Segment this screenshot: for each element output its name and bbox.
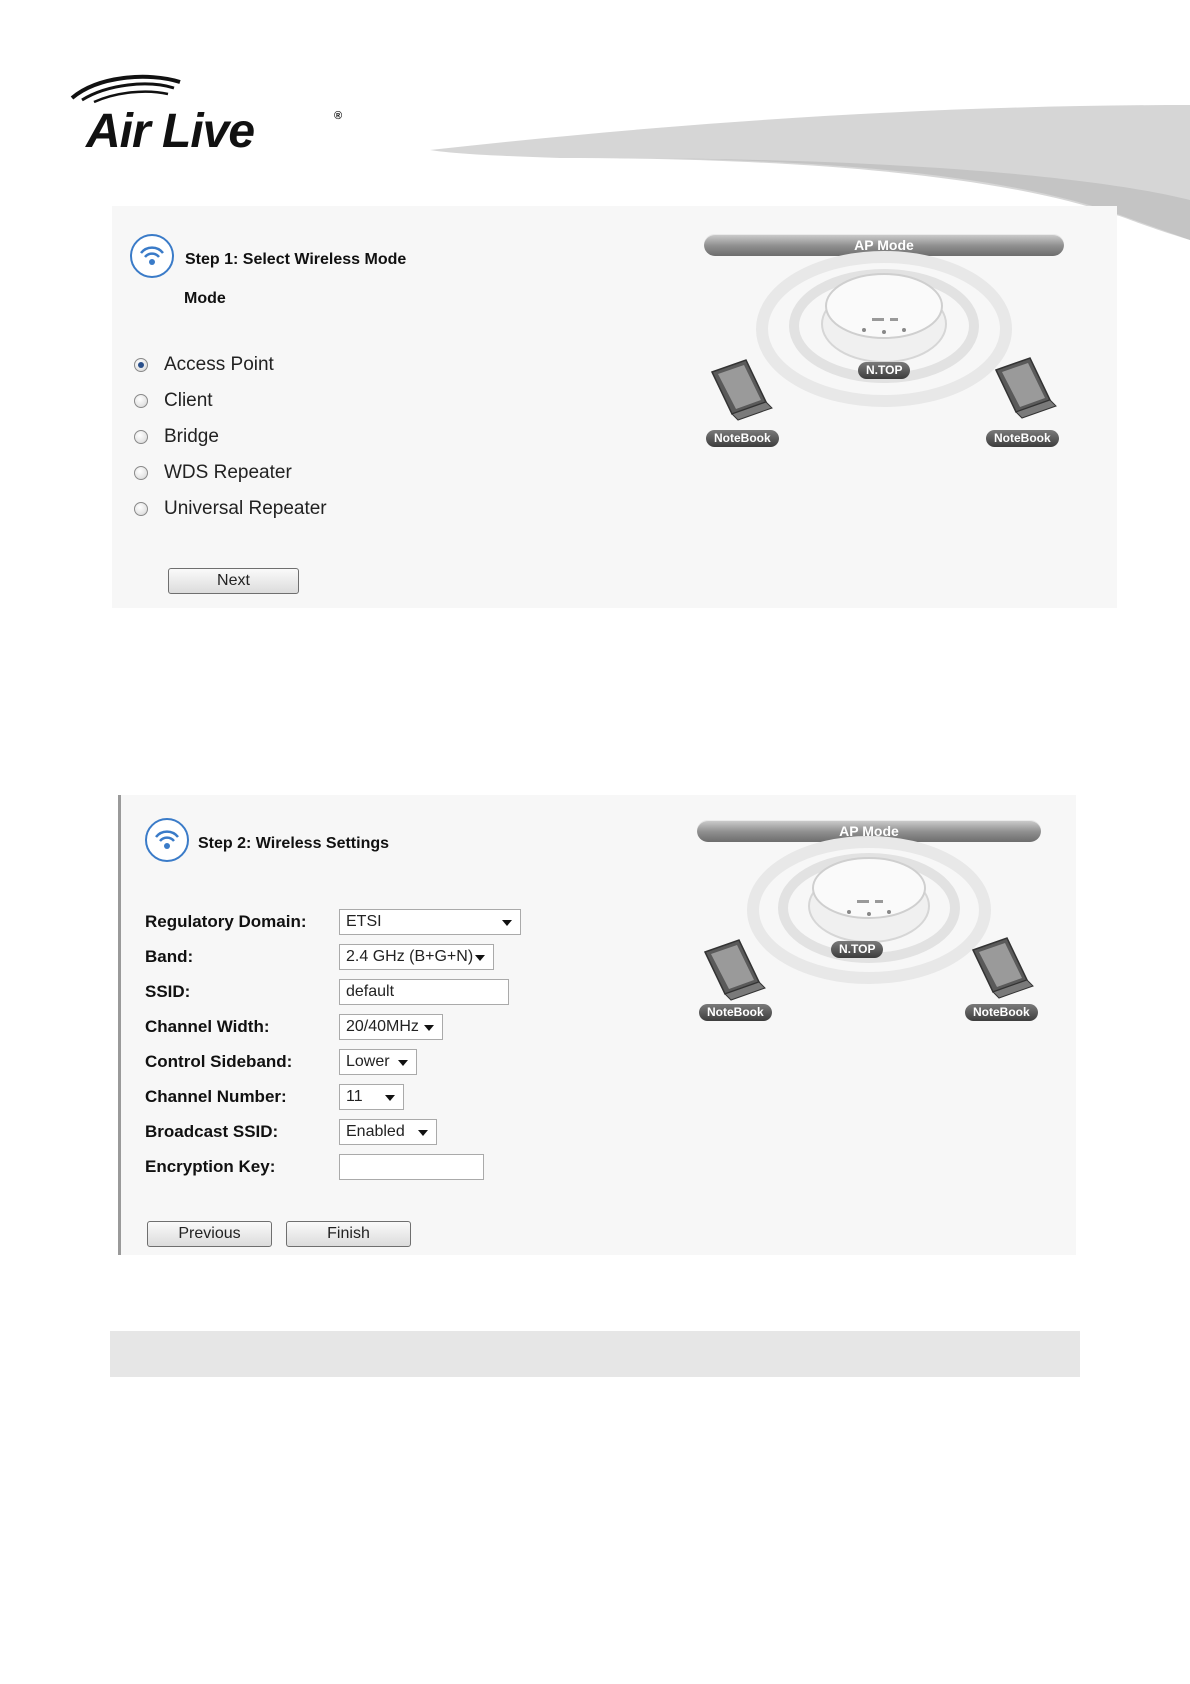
mode-label: Mode — [184, 290, 226, 307]
wireless-icon — [145, 818, 189, 862]
radio-button[interactable] — [134, 358, 148, 372]
channel-width-label: Channel Width: — [145, 1017, 270, 1036]
chevron-down-icon — [385, 1095, 395, 1101]
step1-panel — [112, 206, 1117, 608]
broadcast-ssid-label: Broadcast SSID: — [145, 1122, 279, 1141]
radio-universal-repeater[interactable] — [134, 497, 327, 521]
previous-button[interactable]: Previous — [147, 1221, 272, 1247]
notebook-icon — [967, 930, 1037, 1000]
radio-label: Access Point — [164, 354, 274, 375]
radio-label: Universal Repeater — [164, 498, 327, 519]
chevron-down-icon — [398, 1060, 408, 1066]
ntop-device-label: N.TOP — [831, 941, 883, 958]
broadcast-ssid-select[interactable] — [339, 1119, 437, 1145]
next-button[interactable]: Next — [168, 568, 299, 594]
radio-client[interactable] — [134, 389, 213, 413]
radio-label: WDS Repeater — [164, 462, 292, 483]
radio-button[interactable] — [134, 502, 148, 516]
step2-title: Step 2: Wireless Settings — [198, 835, 390, 852]
encryption-key-label: Encryption Key: — [145, 1157, 276, 1176]
channel-number-select[interactable] — [339, 1084, 404, 1110]
encryption-key-input[interactable] — [339, 1154, 484, 1180]
regulatory-domain-value: ETSI — [346, 913, 382, 930]
step1-title: Step 1: Select Wireless Mode — [185, 251, 407, 268]
band-value: 2.4 GHz (B+G+N) — [346, 948, 474, 965]
radio-access-point[interactable] — [134, 353, 274, 377]
chevron-down-icon — [424, 1025, 434, 1031]
ap-mode-diagram — [704, 234, 1066, 454]
chevron-down-icon — [475, 955, 485, 961]
section-divider-bar — [110, 1331, 1080, 1377]
band-select[interactable] — [339, 944, 494, 970]
ssid-label: SSID: — [145, 982, 191, 1001]
chevron-down-icon — [502, 920, 512, 926]
channel-number-value: 11 — [346, 1088, 363, 1105]
wireless-icon — [130, 234, 174, 278]
chevron-down-icon — [418, 1130, 428, 1136]
radio-button[interactable] — [134, 430, 148, 444]
radio-wds-repeater[interactable] — [134, 461, 292, 485]
notebook-right-label: NoteBook — [986, 430, 1059, 447]
channel-width-value: 20/40MHz — [346, 1018, 419, 1035]
radio-bridge[interactable] — [134, 425, 219, 449]
brand-name: Air Live — [86, 105, 255, 158]
channel-width-select[interactable] — [339, 1014, 443, 1040]
ap-mode-bar: AP Mode — [704, 234, 1064, 256]
radio-button[interactable] — [134, 466, 148, 480]
broadcast-ssid-value: Enabled — [346, 1123, 405, 1140]
band-label: Band: — [145, 947, 194, 966]
step2-panel — [118, 795, 1076, 1255]
radio-label: Bridge — [164, 426, 219, 447]
finish-button[interactable]: Finish — [286, 1221, 411, 1247]
ntop-device-label: N.TOP — [858, 362, 910, 379]
notebook-icon — [706, 352, 776, 422]
airlive-logo — [68, 70, 358, 160]
notebook-left-label: NoteBook — [706, 430, 779, 447]
notebook-icon — [699, 932, 769, 1002]
channel-number-label: Channel Number: — [145, 1087, 287, 1106]
notebook-right-label: NoteBook — [965, 1004, 1038, 1021]
ap-mode-bar: AP Mode — [697, 820, 1041, 842]
ap-mode-diagram — [697, 820, 1043, 1030]
notebook-icon — [990, 350, 1060, 420]
regulatory-domain-select[interactable] — [339, 909, 521, 935]
control-sideband-select[interactable] — [339, 1049, 417, 1075]
radio-label: Client — [164, 390, 213, 411]
regulatory-domain-label: Regulatory Domain: — [145, 912, 307, 931]
ssid-input[interactable]: default — [339, 979, 509, 1005]
control-sideband-label: Control Sideband: — [145, 1052, 293, 1071]
control-sideband-value: Lower — [346, 1053, 390, 1070]
radio-button[interactable] — [134, 394, 148, 408]
registered-mark: ® — [334, 110, 343, 122]
notebook-left-label: NoteBook — [699, 1004, 772, 1021]
